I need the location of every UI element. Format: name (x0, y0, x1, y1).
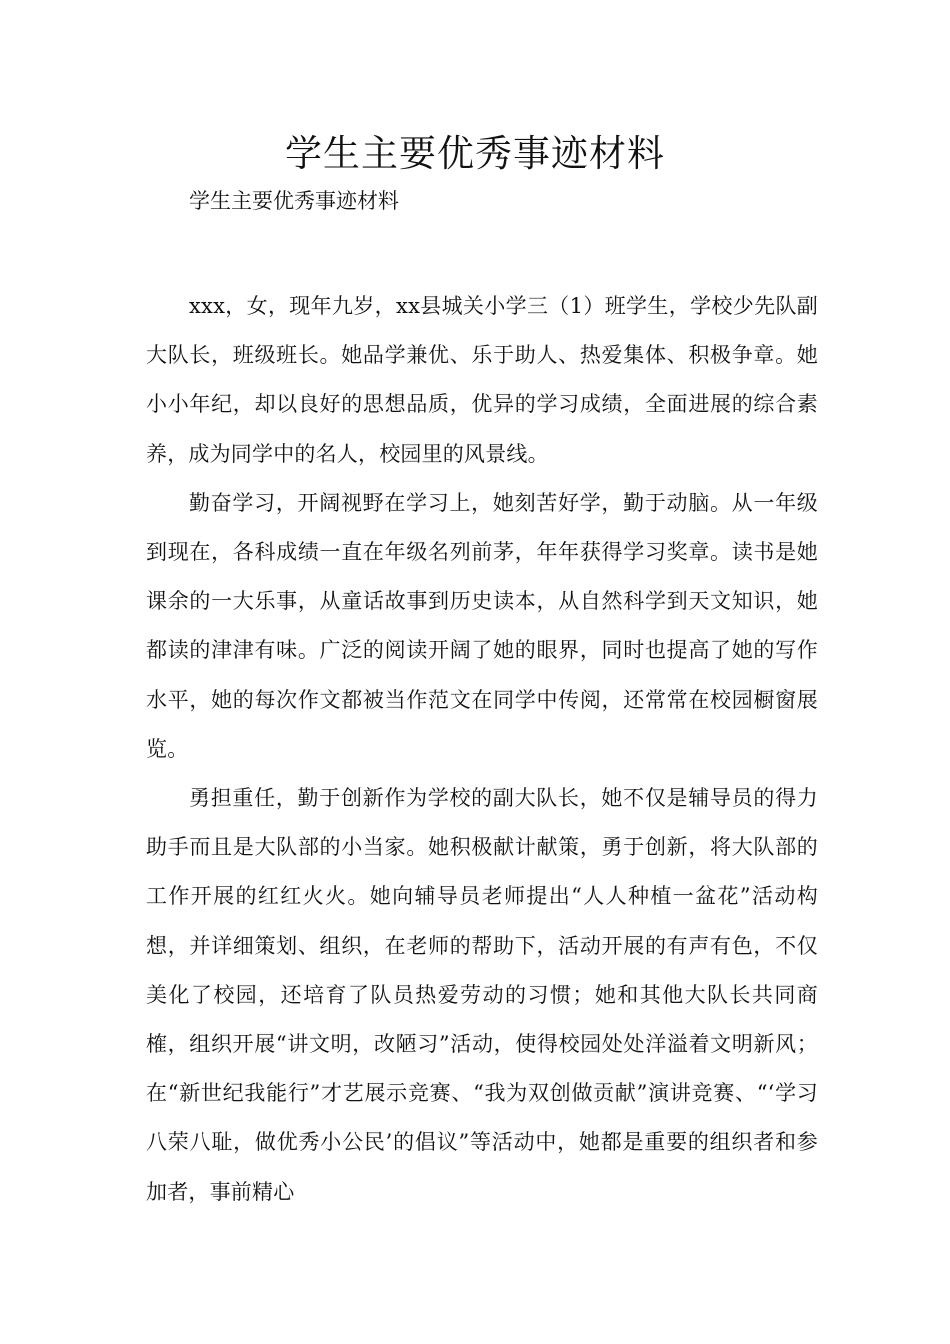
document-body (146, 282, 818, 1217)
paragraph-leadership: 勇担重任，勤于创新作为学校的副大队长，她不仅是辅导员的得力助手而且是大队部的小当家。她积极献计献策，勇于创新，将大队部的工作开展的红红火火。她向辅导员老师提出“人人种植一盆花”活动构想，并详细策划、组织，在老师的帮助下，活动开展的有声有色，不仅美化了校园，还培育了队员热爱劳动的习惯；她和其他大队长共同商榷，组织开展“讲文明，改陋习”活动，使得校园处处洋溢着文明新风；在“新世纪我能行”才艺展示竞赛、“我为双创做贡献”演讲竞赛、“‘学习八荣八耻，做优秀小公民’的倡议”等活动中，她都是重要的组织者和参加者，事前精心 (146, 786, 818, 1204)
document-subtitle: 学生主要优秀事迹材料 (189, 189, 399, 213)
document-title: 学生主要优秀事迹材料 (285, 132, 665, 175)
paragraph-study: 勤奋学习，开阔视野在学习上，她刻苦好学，勤于动脑。从一年级到现在，各科成绩一直在年级名列前茅，年年获得学习奖章。读书是她课余的一大乐事，从童话故事到历史读本，从自然科学到天文知识，她都读的津津有味。广泛的阅读开阔了她的眼界，同时也提高了她的写作水平，她的每次作文都被当作范文在同学中传阅，还常常在校园橱窗展览。 (146, 490, 818, 761)
paragraph-intro: xxx，女，现年九岁，xx县城关小学三（1）班学生，学校少先队副大队长，班级班长。她品学兼优、乐于助人、热爱集体、积极争章。她小小年纪，却以良好的思想品质，优异的学习成绩，全面进展的综合素养，成为同学中的名人，校园里的风景线。 (146, 294, 818, 466)
